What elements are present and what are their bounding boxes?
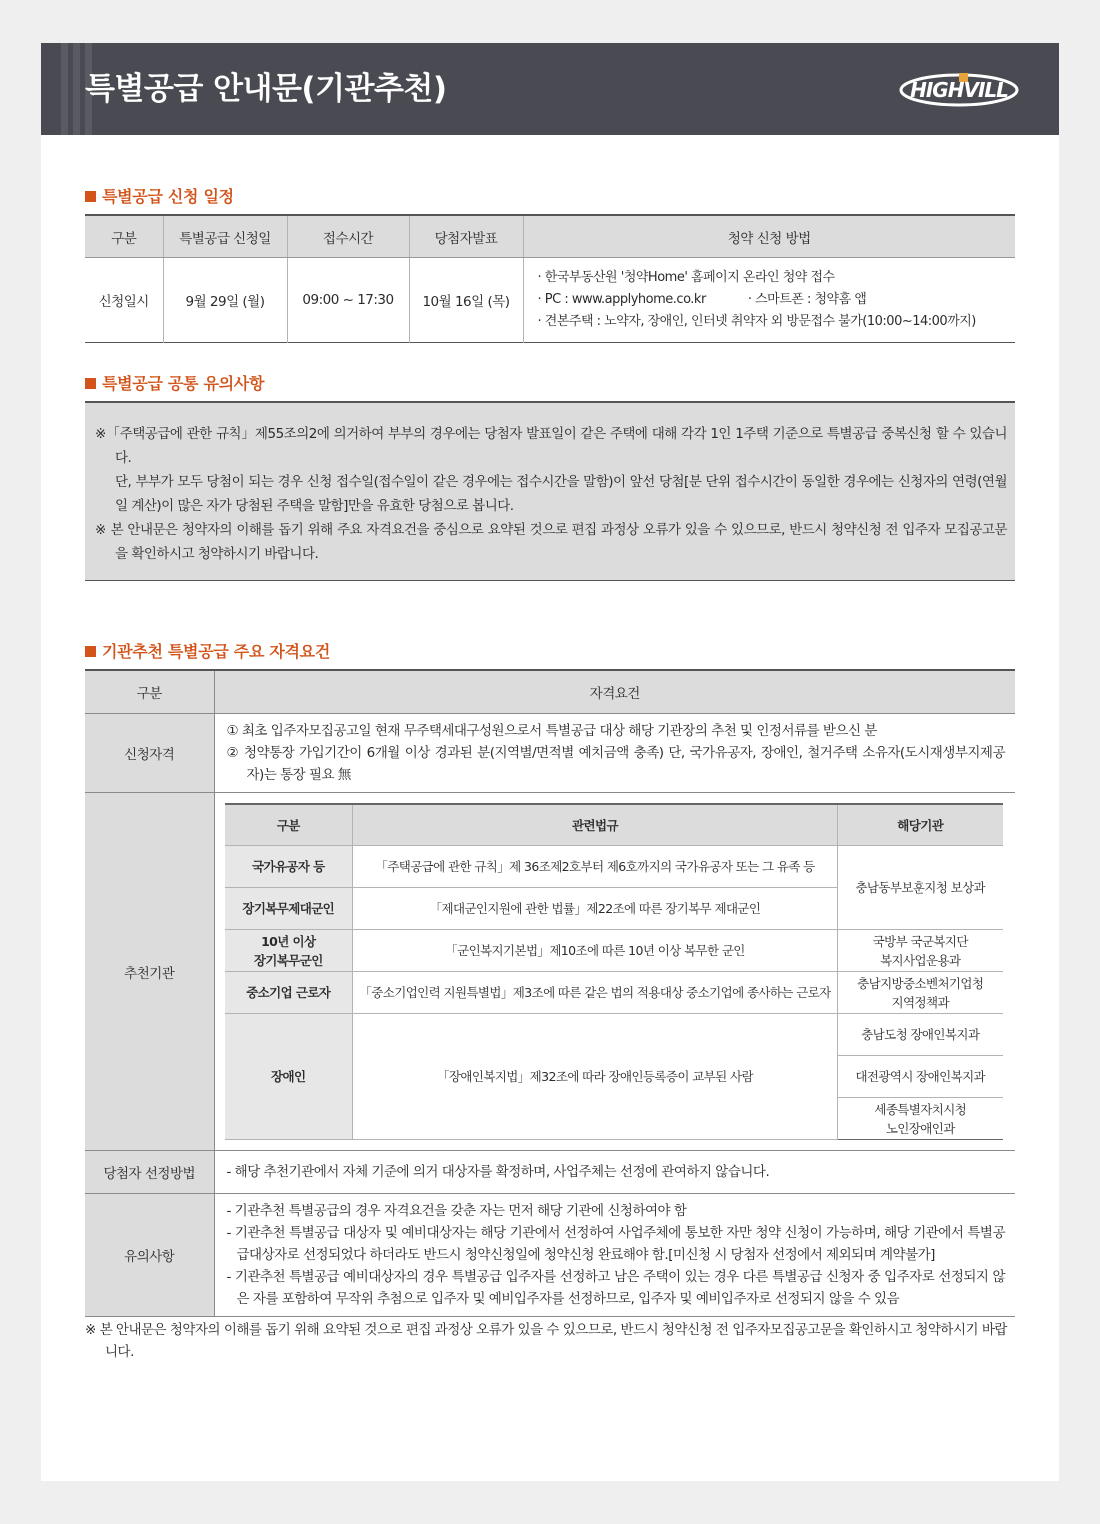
institution-row xyxy=(225,1014,1003,1056)
announcement-date: 10월 16일 (목) xyxy=(409,258,523,343)
eligibility-item: ① 최초 입주자모집공고일 현재 무주택세대구성원으로서 특별공급 대상 해당 기관장의 추천 및 인정서류를 받으신 분 xyxy=(226,723,877,739)
col-header: 구분 xyxy=(225,804,353,846)
schedule-header-row xyxy=(85,215,1015,258)
institution-law: 「장애인복지법」제32조에 따라 장애인등록증이 교부된 사람 xyxy=(353,1014,838,1140)
requirements-header-row xyxy=(85,670,1015,714)
method-line: · 한국부동산원 '청약Home' 홈페이지 온라인 청약 접수 xyxy=(537,270,835,285)
institution-agency: 충남동부보훈지청 보상과 xyxy=(838,846,1003,930)
institution-type: 장애인 xyxy=(225,1014,353,1140)
institution-type: 장기복무제대군인 xyxy=(225,888,353,930)
application-method xyxy=(523,258,1015,343)
caution-item: - 기관추천 특별공급 예비대상자의 경우 특별공급 입주자를 선정하고 남은 주택이 있는 경우 다른 특별공급 신청자 중 입주자로 선정되지 않은 자를 포함하여 무작위 추첨으로 입주자 및 예비입주자를 선정하므로, 입주자 및 예비입주자로 선정되지 않을 수 있음 xyxy=(226,1269,1005,1307)
col-header: 특별공급 신청일 xyxy=(163,215,287,258)
cautions-row xyxy=(85,1194,1015,1317)
notice-paragraph: ※「주택공급에 관한 규칙」제55조의2에 의거하여 부부의 경우에는 당첨자 발표일이 같은 주택에 대해 각각 1인 1주택 기준으로 특별공급 중복신청 할 수 있습니다. xyxy=(95,426,1007,466)
institution-agency: 국방부 국군복지단 복지사업운용과 xyxy=(838,930,1003,972)
institution-law: 「주택공급에 관한 규칙」제 36조제2호부터 제6호까지의 국가유공자 또는 그 유족 등 xyxy=(353,846,838,888)
row-label: 신청자격 xyxy=(85,714,214,793)
footnote: ※ 본 안내문은 청약자의 이해를 돕기 위해 요약된 것으로 편집 과정상 오류가 있을 수 있으므로, 반드시 청약신청 전 입주자모집공고문을 확인하시고 청약하시기 바랍니다. xyxy=(85,1322,1007,1360)
col-header: 접수시간 xyxy=(287,215,409,258)
row-label: 유의사항 xyxy=(85,1194,214,1317)
institution-law: 「군인복지기본법」제10조에 따른 10년 이상 복무한 군인 xyxy=(353,930,838,972)
institutions-content xyxy=(214,793,1015,1151)
institution-law: 「제대군인지원에 관한 법률」제22조에 따른 장기복무 제대군인 xyxy=(353,888,838,930)
requirements-section-title: 기관추천 특별공급 주요 자격요건 xyxy=(85,639,330,662)
schedule-section-title: 특별공급 신청 일정 xyxy=(85,184,234,207)
institution-row xyxy=(225,930,1003,972)
row-label: 추천기관 xyxy=(85,793,214,1151)
cautions-content xyxy=(214,1194,1015,1317)
eligibility-row xyxy=(85,714,1015,793)
notice-paragraph: ※ 본 안내문은 청약자의 이해를 돕기 위해 주요 자격요건을 중심으로 요약된 것으로 편집 과정상 오류가 있을 수 있으므로, 반드시 청약신청 전 입주자 모집공고문을 확인하시고 청약하시기 바랍니다. xyxy=(95,522,1007,562)
caution-item: - 기관추천 특별공급의 경우 자격요건을 갖춘 자는 먼저 해당 기관에 신청하여야 함 xyxy=(226,1203,687,1219)
bullet-square-icon xyxy=(85,378,96,389)
schedule-table xyxy=(85,214,1015,343)
header-stripe xyxy=(73,43,80,135)
caution-item: - 기관추천 특별공급 대상자 및 예비대상자는 해당 기관에서 선정하여 사업주체에 통보한 자만 청약 신청이 가능하며, 해당 기관에서 특별공급대상자로 선정되었다 하더라도 반드시 청약신청일에 청약신청 완료해야 함.[미신청 시 당첨자 선정에서 제외되며 계약불가] xyxy=(226,1225,1005,1263)
eligibility-content xyxy=(214,714,1015,793)
institution-type: 중소기업 근로자 xyxy=(225,972,353,1014)
method-line: · PC : www.applyhome.co.kr · 스마트폰 : 청약홈 앱 xyxy=(537,292,867,307)
notice-paragraph: 단, 부부가 모두 당첨이 되는 경우 신청 접수일(접수일이 같은 경우에는 접수시간을 말함)이 앞선 당첨[분 단위 접수시간이 동일한 경우에는 신청자의 연령(연월일 계산)이 많은 자가 당첨된 주택을 말함]만을 유효한 당첨으로 봅니다. xyxy=(115,474,1007,514)
logo-text: HIGHVILL xyxy=(910,78,1008,102)
selection-row xyxy=(85,1151,1015,1194)
institution-agency: 충남지방중소벤처기업청 지역정책과 xyxy=(838,972,1003,1014)
institution-type: 국가유공자 등 xyxy=(225,846,353,888)
institutions-header-row xyxy=(225,804,1003,846)
header-bar xyxy=(41,43,1059,135)
reception-time: 09:00 ~ 17:30 xyxy=(287,258,409,343)
row-label: 신청일시 xyxy=(85,258,163,343)
eligibility-item: ② 청약통장 가입기간이 6개월 이상 경과된 분(지역별/면적별 예치금액 충족) 단, 국가유공자, 장애인, 철거주택 소유자(도시재생부지제공자)는 통장 필요 無 xyxy=(226,745,1005,783)
col-header: 관련법규 xyxy=(353,804,838,846)
requirements-table xyxy=(85,669,1015,1317)
notice-sheet xyxy=(41,43,1059,1481)
institutions-table xyxy=(225,803,1003,1140)
selection-content: - 해당 추천기관에서 자체 기준에 의거 대상자를 확정하며, 사업주체는 선정에 관여하지 않습니다. xyxy=(214,1151,1015,1194)
highvill-logo xyxy=(899,71,1019,109)
col-header: 청약 신청 방법 xyxy=(523,215,1015,258)
schedule-row xyxy=(85,258,1015,343)
bullet-square-icon xyxy=(85,191,96,202)
institution-agency: 대전광역시 장애인복지과 xyxy=(838,1056,1003,1098)
col-header: 자격요건 xyxy=(214,670,1015,714)
col-header: 당첨자발표 xyxy=(409,215,523,258)
institution-agency: 세종특별자치시청 노인장애인과 xyxy=(874,1101,967,1136)
common-section-title: 특별공급 공통 유의사항 xyxy=(85,371,264,394)
col-header: 구분 xyxy=(85,670,214,714)
row-label: 당첨자 선정방법 xyxy=(85,1151,214,1194)
institutions-row xyxy=(85,793,1015,1151)
header-stripe xyxy=(61,43,68,135)
col-header: 해당기관 xyxy=(838,804,1003,846)
method-line: · 견본주택 : 노약자, 장애인, 인터넷 취약자 외 방문접수 불가(10:00~14:00까지) xyxy=(537,314,976,329)
institution-row xyxy=(225,972,1003,1014)
page-title: 특별공급 안내문(기관추천) xyxy=(85,71,447,107)
institution-row xyxy=(225,846,1003,888)
institution-agency: 충남도청 장애인복지과 xyxy=(838,1014,1003,1056)
application-date: 9월 29일 (월) xyxy=(163,258,287,343)
col-header: 구분 xyxy=(85,215,163,258)
bullet-square-icon xyxy=(85,646,96,657)
institution-type: 10년 이상 장기복무군인 xyxy=(225,930,353,972)
common-notice-box xyxy=(85,401,1015,581)
institution-law: 「중소기업인력 지원특별법」제3조에 따른 같은 법의 적용대상 중소기업에 종사하는 근로자 xyxy=(353,972,838,1014)
